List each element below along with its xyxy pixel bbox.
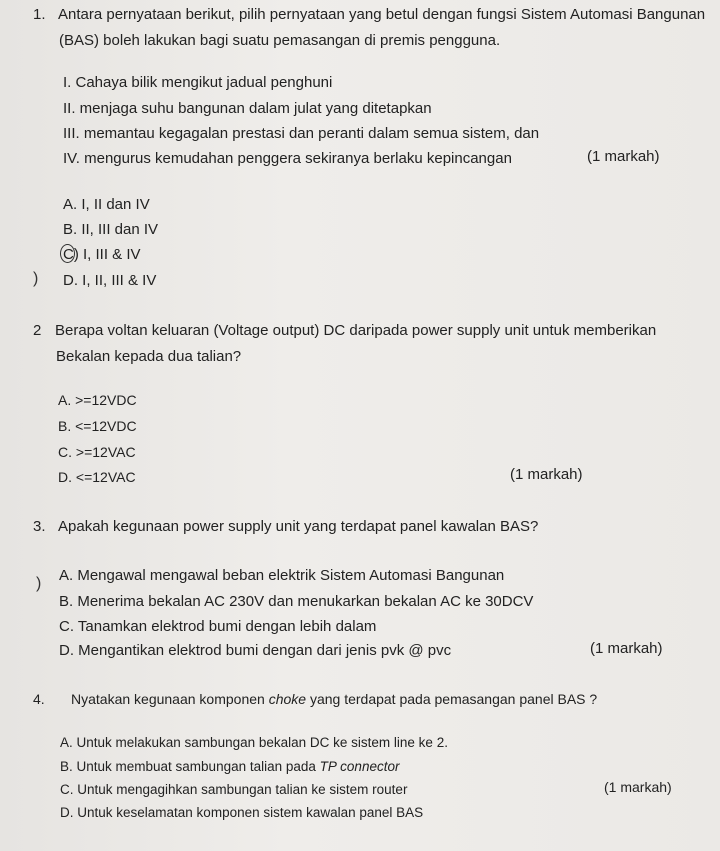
q1-side-mark: ) (33, 270, 39, 287)
q4-marks: (1 markah) (604, 779, 672, 795)
q1-statement-1: I. Cahaya bilik mengikut jadual penghuni (63, 74, 333, 91)
q4-question-part1: Nyatakan kegunaan komponen (71, 691, 269, 707)
q2-option-c: C. >=12VAC (58, 444, 136, 460)
q3-marks: (1 markah) (590, 640, 663, 657)
q4-option-a: A. Untuk melakukan sambungan bekalan DC ke sistem line ke 2. (60, 735, 448, 750)
q4-question-emphasis: choke (268, 691, 307, 707)
q3-number: 3. (33, 518, 46, 535)
q1-option-c: C) I, III & IV (63, 246, 141, 263)
q2-option-b: B. <=12VDC (58, 418, 137, 434)
q4-question (71, 690, 597, 708)
q4-option-c: C. Untuk mengagihkan sambungan talian ke sistem router (60, 782, 408, 797)
q2-text-line2: Bekalan kepada dua talian? (56, 348, 242, 365)
q1-text-line1: Antara pernyataan berikut, pilih pernyataan yang betul dengan fungsi Sistem Automasi Bangunan (58, 6, 706, 23)
q2-number: 2 (33, 322, 42, 339)
q2-option-d: D. <=12VAC (58, 469, 136, 485)
q1-text-line2: (BAS) boleh lakukan bagi suatu pemasangan di premis pengguna. (59, 32, 501, 49)
q3-option-c: C. Tanamkan elektrod bumi dengan lebih dalam (59, 618, 377, 635)
q1-number: 1. (33, 6, 46, 23)
q1-statement-3: III. memantau kegagalan prestasi dan peranti dalam semua sistem, dan (63, 125, 540, 142)
q2-option-a: A. >=12VDC (58, 392, 137, 408)
q1-statement-2: II. menjaga suhu bangunan dalam julat yang ditetapkan (63, 100, 432, 117)
q2-text-line1: Berapa voltan keluaran (Voltage output) DC daripada power supply unit untuk memberikan (55, 322, 657, 339)
q3-side-mark: ) (36, 575, 42, 592)
q4-option-b-text: B. Untuk membuat sambungan talian pada (60, 759, 320, 774)
q3-option-b: B. Menerima bekalan AC 230V dan menukarkan bekalan AC ke 30DCV (59, 593, 534, 610)
q4-option-b (60, 758, 399, 776)
q1-statement-4: IV. mengurus kemudahan penggera sekiranya berlaku kepincangan (63, 150, 512, 167)
q1-option-d: D. I, II, III & IV (63, 272, 157, 289)
q1-marks: (1 markah) (587, 148, 660, 165)
q4-number: 4. (33, 691, 45, 707)
q1-option-a: A. I, II dan IV (63, 196, 150, 213)
q3-option-a: A. Mengawal mengawal beban elektrik Sistem Automasi Bangunan (59, 567, 505, 584)
q1-option-b: B. II, III dan IV (63, 221, 159, 238)
q3-question: Apakah kegunaan power supply unit yang terdapat panel kawalan BAS? (58, 518, 539, 535)
q4-option-b-emphasis: TP connector (319, 759, 400, 774)
q4-option-d: D. Untuk keselamatan komponen sistem kawalan panel BAS (60, 805, 424, 820)
q2-marks: (1 markah) (510, 466, 583, 483)
q3-option-d: D. Mengantikan elektrod bumi dengan dari jenis pvk @ pvc (59, 642, 452, 659)
q4-question-part2: yang terdapat pada pemasangan panel BAS ? (306, 691, 598, 707)
